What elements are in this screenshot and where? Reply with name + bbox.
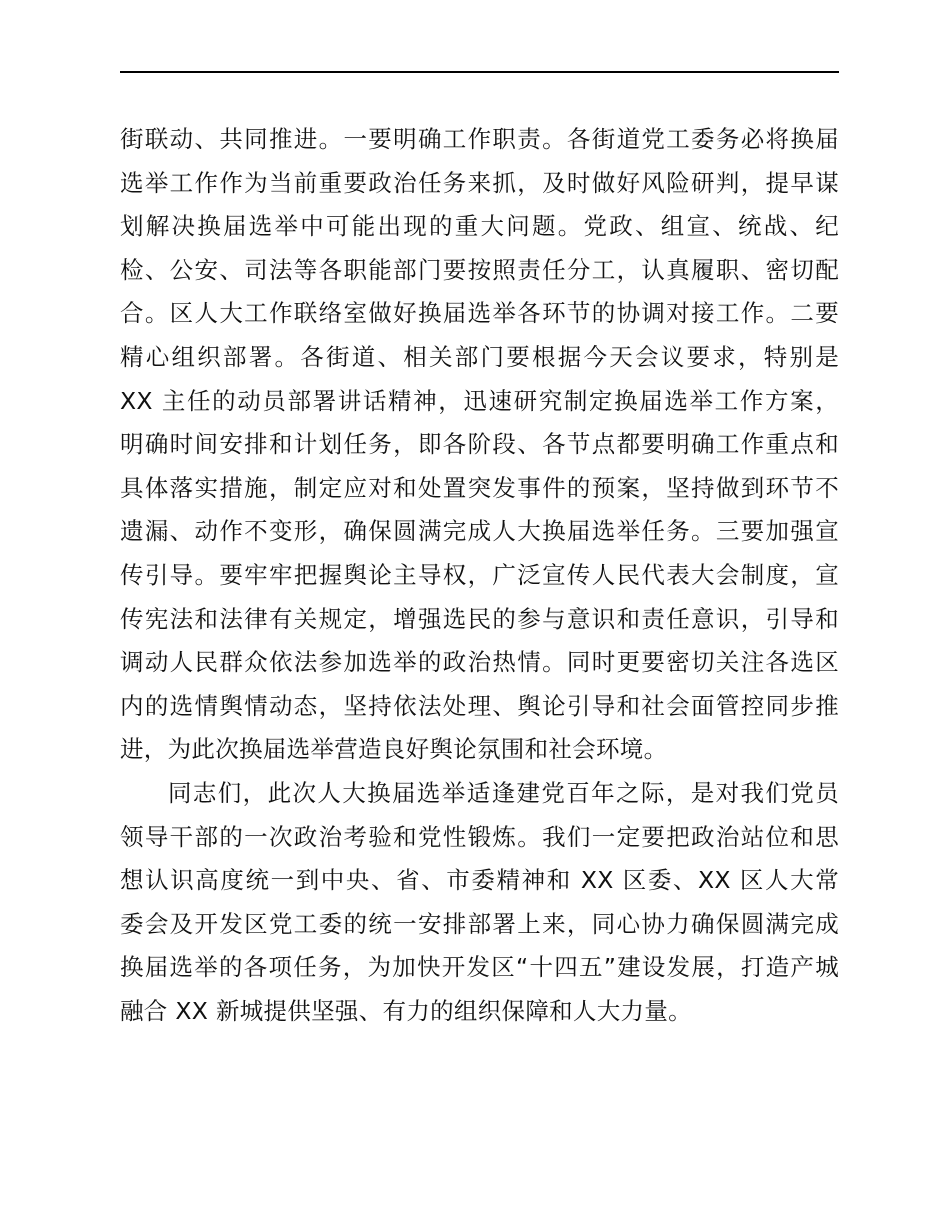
text-line: 换届选举的各项任务，为加快开发区“十四五”建设发展，打造产城 bbox=[120, 953, 839, 982]
text-line: 传引导。要牢牢把握舆论主导权，广泛宣传人民代表大会制度，宣 bbox=[120, 560, 839, 589]
text-line: 内的选情舆情动态，坚持依法处理、舆论引导和社会面管控同步推 bbox=[120, 691, 839, 720]
text-line: 委会及开发区党工委的统一安排部署上来，同心协力确保圆满完成 bbox=[120, 909, 839, 938]
text-line: 进，为此次换届选举营造良好舆论氛围和社会环境。 bbox=[120, 735, 668, 764]
text-line: 选举工作作为当前重要政治任务来抓，及时做好风险研判，提早谋 bbox=[120, 168, 839, 197]
text-line: 合。区人大工作联络室做好换届选举各环节的协调对接工作。二要 bbox=[120, 299, 839, 328]
text-line: XX 主任的动员部署讲话精神，迅速研究制定换届选举工作方案， bbox=[120, 386, 839, 415]
text-line: 想认识高度统一到中央、省、市委精神和 XX 区委、XX 区人大常 bbox=[120, 866, 839, 895]
body-text bbox=[120, 118, 839, 1033]
header-rule bbox=[120, 71, 839, 73]
text-line: 领导干部的一次政治考验和党性锻炼。我们一定要把政治站位和思 bbox=[120, 822, 839, 851]
text-line: 调动人民群众依法参加选举的政治热情。同时更要密切关注各选区 bbox=[120, 648, 839, 677]
text-line: 融合 XX 新城提供坚强、有力的组织保障和人大力量。 bbox=[120, 996, 692, 1025]
paragraph-start-line: 同志们，此次人大换届选举适逢建党百年之际，是对我们党员 bbox=[168, 778, 839, 807]
text-line: 检、公安、司法等各职能部门要按照责任分工，认真履职、密切配 bbox=[120, 255, 839, 284]
text-line: 遗漏、动作不变形，确保圆满完成人大换届选举任务。三要加强宣 bbox=[120, 517, 839, 546]
text-line: 精心组织部署。各街道、相关部门要根据今天会议要求，特别是 bbox=[120, 342, 839, 371]
text-line: 划解决换届选举中可能出现的重大问题。党政、组宣、统战、纪 bbox=[120, 212, 839, 241]
text-line: 明确时间安排和计划任务，即各阶段、各节点都要明确工作重点和 bbox=[120, 430, 839, 459]
text-line: 街联动、共同推进。一要明确工作职责。各街道党工委务必将换届 bbox=[120, 125, 839, 153]
text-line: 传宪法和法律有关规定，增强选民的参与意识和责任意识，引导和 bbox=[120, 604, 839, 633]
text-line: 具体落实措施，制定应对和处置突发事件的预案，坚持做到环节不 bbox=[120, 473, 839, 502]
